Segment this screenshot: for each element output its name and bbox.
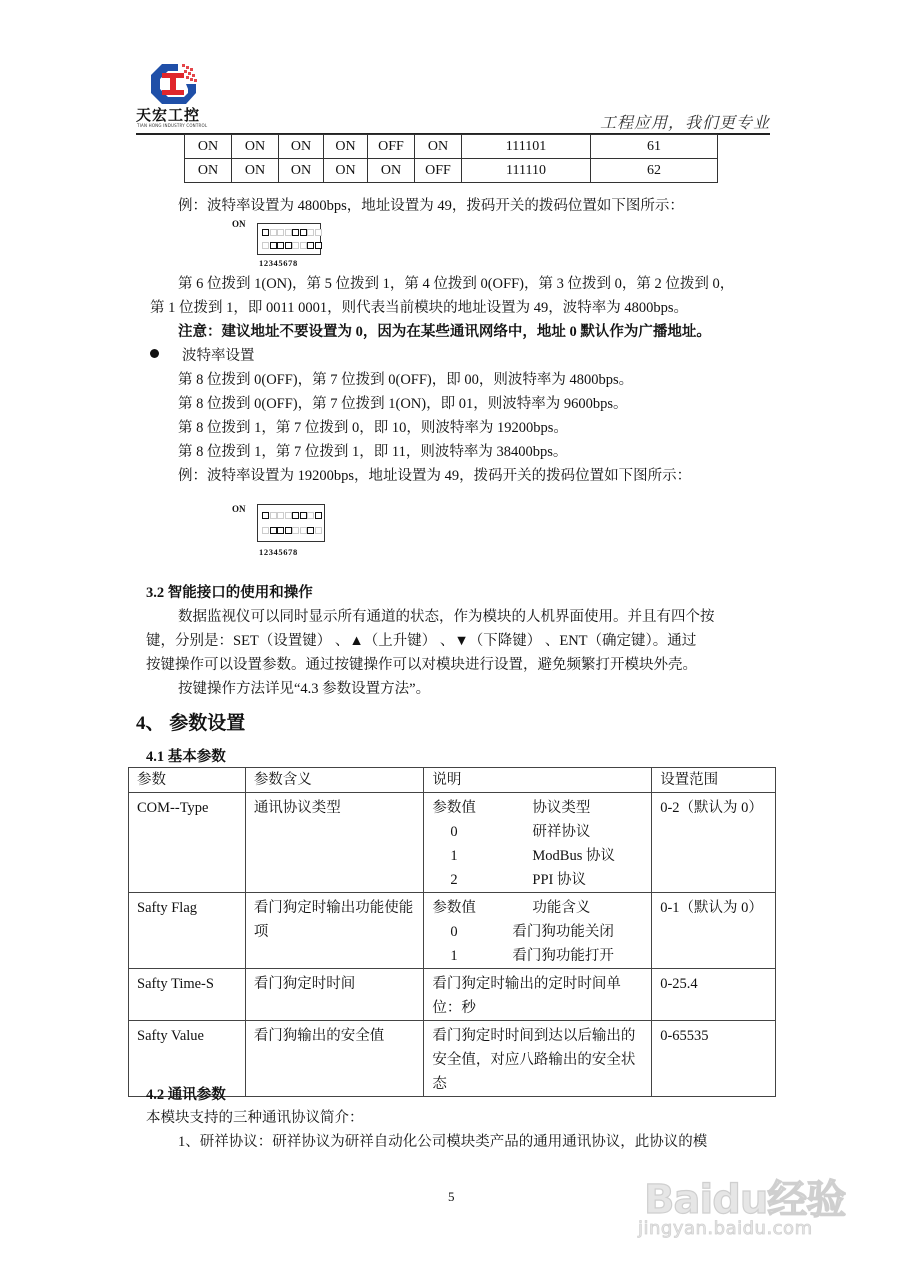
example1-explain-line2: 第 1 位拨到 1，即 0011 0001，则代表当前模块的地址设置为 49，波特率为 4800bps。 [150, 300, 688, 316]
dip-on-label: ON [232, 504, 246, 514]
baud-line-1: 第 8 位拨到 0(OFF)，第 7 位拨到 0(OFF)，即 00，则波特率为 4800bps。 [178, 372, 634, 388]
dip-switch-6-off-slot [300, 242, 307, 249]
desc-value: 1 [450, 948, 458, 964]
desc-head-value: 参数值 [432, 900, 476, 916]
table-cell: ON [232, 135, 279, 159]
dip-position-numbers: 12345678 [259, 547, 298, 557]
dip-row-off [262, 527, 322, 534]
section-4-title: 4、 参数设置 [136, 713, 246, 734]
table-cell: ON [368, 159, 415, 183]
table-header-row [129, 768, 776, 793]
section-4-2-title: 4.2 通讯参数 [146, 1087, 226, 1103]
dip-switch-1-on-slot [262, 229, 269, 236]
dip-row-on [262, 229, 322, 236]
dip-switch-7-on-slot [307, 229, 314, 236]
dip-switch-4-off-slot [285, 527, 292, 534]
desc-label: 看门狗功能关闭 [512, 924, 614, 940]
param-description: 看门狗定时输出的定时时间单位：秒 [424, 969, 652, 1021]
table-row [129, 893, 776, 969]
section-3-2-para-line1: 数据监视仪可以同时显示所有通道的状态，作为模块的人机界面使用。并且有四个按 [178, 609, 715, 625]
dip-switch-figure-1 [232, 219, 342, 279]
table-cell: ON [185, 135, 232, 159]
table-cell: ON [185, 159, 232, 183]
dip-switch-8-on-slot [315, 229, 322, 236]
section-4-1-title: 4.1 基本参数 [146, 749, 226, 765]
table-cell: ON [324, 159, 368, 183]
dip-switch-4-on-slot [285, 229, 292, 236]
watermark-logo: Baidu经验 [644, 1177, 846, 1223]
section-3-2-title: 3.2 智能接口的使用和操作 [146, 585, 313, 601]
table-row [129, 969, 776, 1021]
desc-value: 1 [450, 848, 458, 864]
logo-english-name: TIAN HONG INDUSTRY CONTROL [137, 123, 208, 128]
section-3-2-reference: 按键操作方法详见“4.3 参数设置方法”。 [178, 681, 431, 697]
dip-switch-4-off-slot [285, 242, 292, 249]
dip-switch-6-on-slot [300, 512, 307, 519]
watermark-url: jingyan.baidu.com [638, 1218, 813, 1239]
dip-switch-5-on-slot [292, 229, 299, 236]
param-meaning: 看门狗输出的安全值 [245, 1021, 424, 1097]
table-row [129, 793, 776, 893]
page-number: 5 [448, 1189, 455, 1204]
baud-line-3: 第 8 位拨到 1，第 7 位拨到 0，即 10，则波特率为 19200bps。 [178, 420, 568, 436]
desc-label: ModBus 协议 [532, 848, 615, 864]
param-range: 0-25.4 [652, 969, 776, 1021]
param-meaning: 看门狗定时时间 [245, 969, 424, 1021]
example1-explain-line1: 第 6 位拨到 1(ON)，第 5 位拨到 1，第 4 位拨到 0(OFF)，第 3 位拨到 0，第 2 位拨到 0， [178, 276, 735, 292]
dip-switch-8-off-slot [315, 242, 322, 249]
desc-value: 2 [450, 872, 458, 888]
dip-switch-2-on-slot [270, 512, 277, 519]
dip-switch-2-on-slot [270, 229, 277, 236]
table-row [185, 135, 718, 159]
dip-switch-3-on-slot [277, 229, 284, 236]
dip-row-on [262, 512, 322, 519]
dip-on-label: ON [232, 219, 246, 229]
section-3-2-para-line2: 键，分别是：SET（设置键） 、▲（上升键） 、▼（下降键） 、ENT（确定键）。通过 [146, 633, 697, 649]
table-cell: ON [324, 135, 368, 159]
param-range: 0-65535 [652, 1021, 776, 1097]
dip-switch-1-off-slot [262, 527, 269, 534]
dip-switch-2-off-slot [270, 527, 277, 534]
dip-switch-address-table [184, 134, 718, 183]
param-name: COM--Type [129, 793, 246, 893]
company-logo [136, 62, 226, 132]
dip-switch-7-off-slot [307, 527, 314, 534]
section-3-2-para-line3: 按键操作可以设置参数。通过按键操作可以对模块进行设置，避免频繁打开模块外壳。 [146, 657, 697, 673]
param-description [424, 893, 652, 969]
dip-position-numbers: 12345678 [259, 258, 298, 268]
dip-switch-body [257, 504, 325, 542]
basic-parameters-table [128, 767, 776, 1097]
table-cell: OFF [368, 135, 415, 159]
dip-switch-6-on-slot [300, 229, 307, 236]
section-4-2-item1: 1、研祥协议：研祥协议为研祥自动化公司模块类产品的通用通讯协议，此协议的模 [178, 1134, 708, 1150]
param-meaning: 看门狗定时输出功能使能项 [245, 893, 424, 969]
dip-switch-2-off-slot [270, 242, 277, 249]
dip-switch-7-on-slot [307, 512, 314, 519]
table-cell: ON [415, 135, 462, 159]
desc-label: 研祥协议 [532, 824, 591, 840]
param-name: Safty Time-S [129, 969, 246, 1021]
table-cell: 62 [591, 159, 718, 183]
column-header: 参数含义 [245, 768, 424, 793]
header-slogan: 工程应用，我们更专业 [599, 115, 770, 132]
dip-switch-3-off-slot [277, 527, 284, 534]
table-cell: ON [232, 159, 279, 183]
desc-head-type: 协议类型 [532, 800, 591, 816]
param-name: Safty Flag [129, 893, 246, 969]
dip-switch-5-on-slot [292, 512, 299, 519]
dip-switch-6-off-slot [300, 527, 307, 534]
param-description [424, 793, 652, 893]
table-cell: ON [279, 159, 324, 183]
dip-switch-5-off-slot [292, 242, 299, 249]
baud-line-2: 第 8 位拨到 0(OFF)，第 7 位拨到 1(ON)，即 01，则波特率为 9600bps。 [178, 396, 628, 412]
example1-note: 注意：建议地址不要设置为 0，因为在某些通讯网络中，地址 0 默认作为广播地址。 [178, 324, 711, 340]
param-range: 0-2（默认为 0） [652, 793, 776, 893]
desc-label: 看门狗功能打开 [512, 948, 614, 964]
bullet-icon [150, 349, 159, 358]
dip-row-off [262, 242, 322, 249]
param-name: Safty Value [129, 1021, 246, 1097]
dip-switch-8-on-slot [315, 512, 322, 519]
table-cell: OFF [415, 159, 462, 183]
dip-switch-3-on-slot [277, 512, 284, 519]
table-cell: ON [279, 135, 324, 159]
param-description: 看门狗定时时间到达以后输出的安全值，对应八路输出的安全状态 [424, 1021, 652, 1097]
param-range: 0-1（默认为 0） [652, 893, 776, 969]
baud-example-intro: 例：波特率设置为 19200bps，地址设置为 49，拨码开关的拨码位置如下图所示： [178, 468, 692, 484]
logo-chinese-name: 天宏工控 [136, 106, 201, 124]
table-cell: 111110 [462, 159, 591, 183]
dip-switch-5-off-slot [292, 527, 299, 534]
column-header: 设置范围 [652, 768, 776, 793]
dip-switch-1-off-slot [262, 242, 269, 249]
desc-label: PPI 协议 [532, 872, 586, 888]
example1-intro: 例：波特率设置为 4800bps，地址设置为 49，拨码开关的拨码位置如下图所示： [178, 198, 684, 214]
param-meaning: 通讯协议类型 [245, 793, 424, 893]
table-cell: 61 [591, 135, 718, 159]
baud-title: 波特率设置 [182, 348, 255, 364]
table-row [185, 159, 718, 183]
desc-head-value: 参数值 [432, 800, 476, 816]
column-header: 参数 [129, 768, 246, 793]
baidu-jingyan-watermark [638, 1168, 858, 1248]
dip-switch-8-off-slot [315, 527, 322, 534]
table-cell: 111101 [462, 135, 591, 159]
desc-value: 0 [450, 824, 458, 840]
dip-switch-4-on-slot [285, 512, 292, 519]
dip-switch-body [257, 223, 321, 255]
dip-switch-1-on-slot [262, 512, 269, 519]
column-header: 说明 [424, 768, 652, 793]
baud-line-4: 第 8 位拨到 1，第 7 位拨到 1，即 11，则波特率为 38400bps。 [178, 444, 568, 460]
dip-switch-3-off-slot [277, 242, 284, 249]
dip-switch-figure-2 [232, 504, 342, 564]
desc-head-meaning: 功能含义 [532, 900, 591, 916]
tianhong-logo-icon [148, 62, 200, 106]
dip-switch-7-off-slot [307, 242, 314, 249]
desc-value: 0 [450, 924, 458, 940]
section-4-2-intro: 本模块支持的三种通讯协议简介： [146, 1110, 364, 1126]
